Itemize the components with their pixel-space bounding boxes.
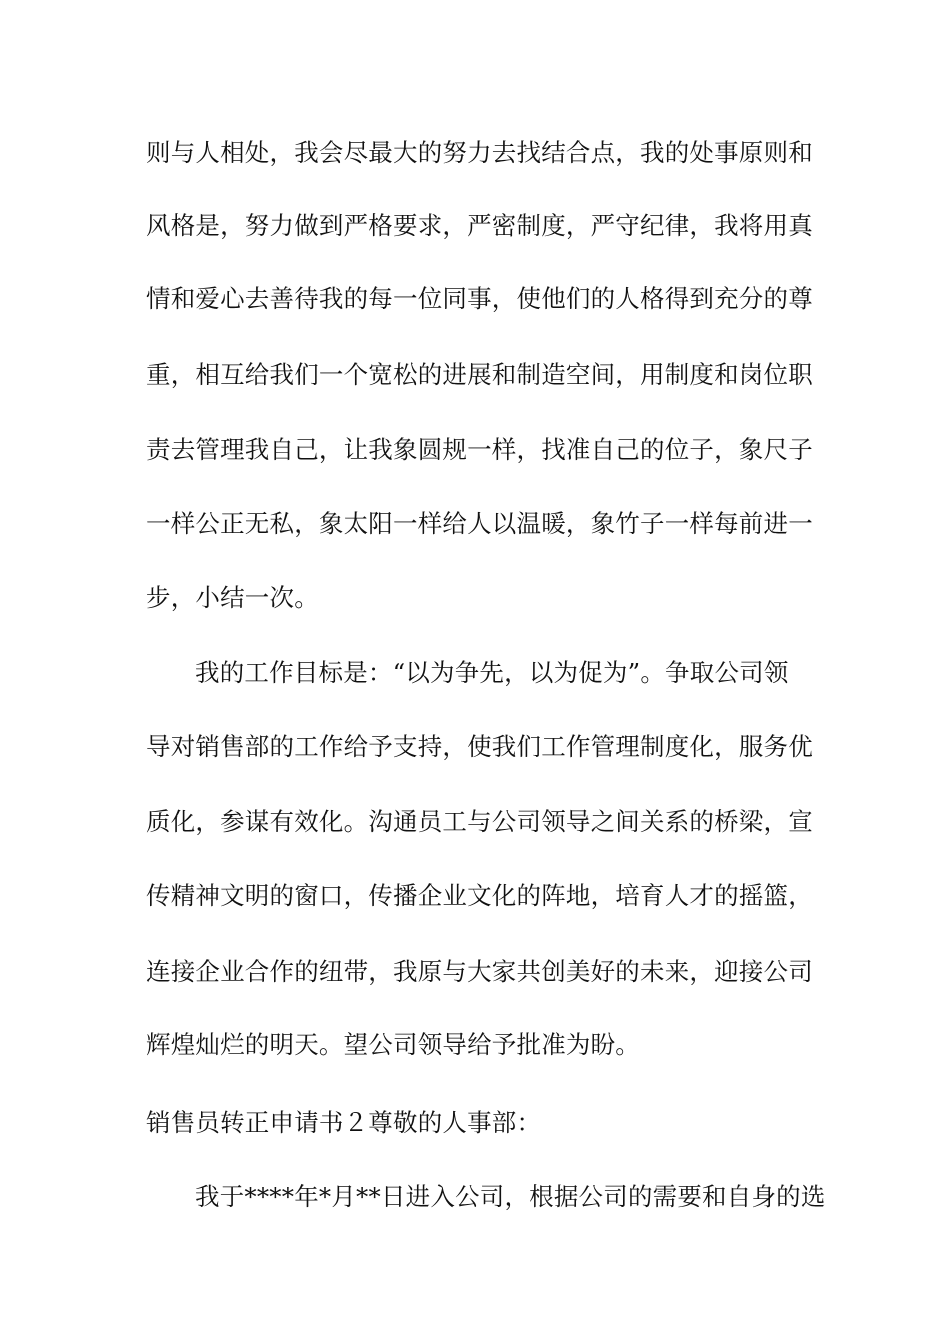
paragraph-line: 重，相互给我们一个宽松的进展和制造空间，用制度和岗位职 xyxy=(146,360,813,389)
paragraph-line: 一样公正无私，象太阳一样给人以温暖，象竹子一样每前进一 xyxy=(146,509,813,538)
section-heading: 销售员转正申请书２尊敬的人事部： xyxy=(146,1108,542,1137)
paragraph-line: 步，小结一次。 xyxy=(146,583,319,612)
paragraph-line: 辉煌灿烂的明天。望公司领导给予批准为盼。 xyxy=(146,1030,640,1059)
paragraph-line: 情和爱心去善待我的每一位同事，使他们的人格得到充分的尊 xyxy=(146,284,813,313)
paragraph-line: 风格是，努力做到严格要求，严密制度，严守纪律，我将用真 xyxy=(146,211,813,240)
paragraph-line: 导对销售部的工作给予支持，使我们工作管理制度化，服务优 xyxy=(146,732,813,761)
paragraph-line: 责去管理我自己，让我象圆规一样，找准自己的位子，象尺子 xyxy=(146,435,813,464)
paragraph-line: 我于****年*月**日进入公司，根据公司的需要和自身的选 xyxy=(195,1182,826,1211)
paragraph-line: 则与人相处，我会尽最大的努力去找结合点，我的处事原则和 xyxy=(146,138,813,167)
paragraph-line: 质化，参谋有效化。沟通员工与公司领导之间关系的桥梁，宣 xyxy=(146,807,813,836)
paragraph-line: 连接企业合作的纽带，我原与大家共创美好的未来，迎接公司 xyxy=(146,957,813,986)
paragraph-line: 传精神文明的窗口，传播企业文化的阵地，培育人才的摇篮， xyxy=(146,881,813,910)
paragraph-line: 我的工作目标是：“以为争先，以为促为”。争取公司领 xyxy=(195,658,789,687)
